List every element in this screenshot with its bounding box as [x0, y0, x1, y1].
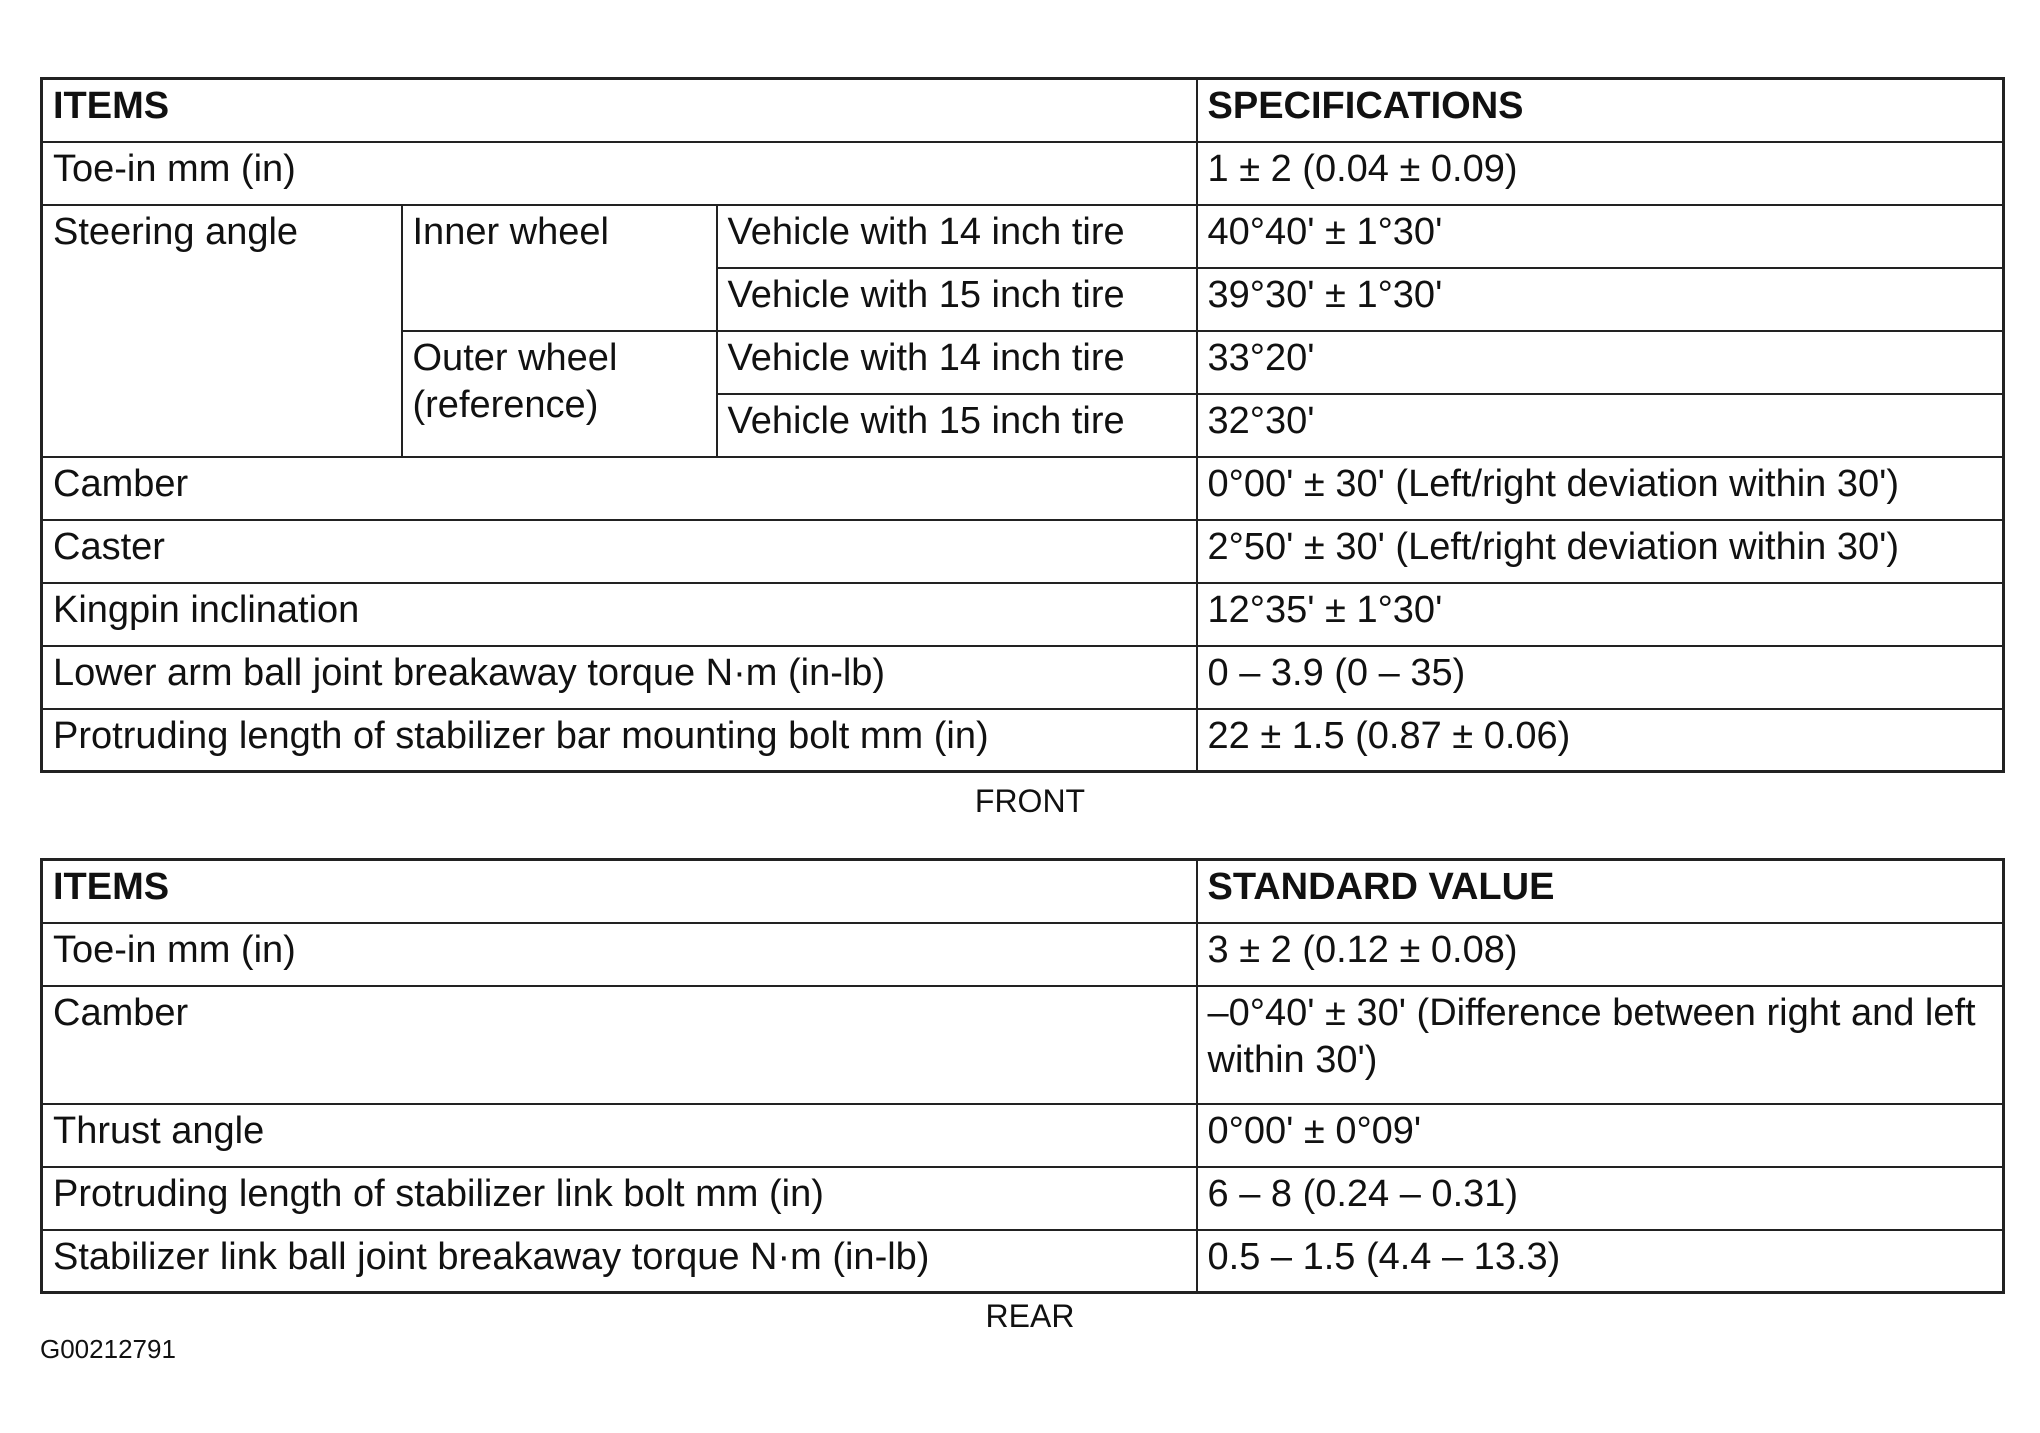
steering-angle-label: Steering angle [42, 205, 402, 457]
table-row [42, 457, 2004, 520]
table-row [42, 1230, 2004, 1293]
stabilizer-bolt-value: 22 ± 1.5 (0.87 ± 0.06) [1197, 709, 2004, 772]
table-row [42, 1104, 2004, 1167]
toe-in-label: Toe-in mm (in) [42, 142, 1197, 205]
figure-id: G00212791 [40, 1334, 176, 1364]
thrust-angle-label: Thrust angle [42, 1104, 1197, 1167]
toe-in-value: 1 ± 2 (0.04 ± 0.09) [1197, 142, 2004, 205]
table-row [42, 520, 2004, 583]
inner-15-tire-value: 39°30' ± 1°30' [1197, 268, 2004, 331]
thrust-angle-value: 0°00' ± 0°09' [1197, 1104, 2004, 1167]
outer-15-tire-value: 32°30' [1197, 394, 2004, 457]
camber-value: –0°40' ± 30' (Difference between right and left within 30') [1197, 986, 2004, 1104]
caster-value: 2°50' ± 30' (Left/right deviation within 30') [1197, 520, 2004, 583]
inner-14-tire-label: Vehicle with 14 inch tire [717, 205, 1197, 268]
toe-in-label: Toe-in mm (in) [42, 923, 1197, 986]
stabilizer-bolt-label: Protruding length of stabilizer bar mounting bolt mm (in) [42, 709, 1197, 772]
kingpin-value: 12°35' ± 1°30' [1197, 583, 2004, 646]
front-caption: FRONT [974, 783, 1086, 819]
standard-value-header: STANDARD VALUE [1197, 860, 2004, 923]
camber-value: 0°00' ± 30' (Left/right deviation within 30') [1197, 457, 2004, 520]
outer-15-tire-label: Vehicle with 15 inch tire [717, 394, 1197, 457]
outer-wheel-label: Outer wheel (reference) [402, 331, 717, 457]
stabilizer-link-bolt-value: 6 – 8 (0.24 – 0.31) [1197, 1167, 2004, 1230]
inner-14-tire-value: 40°40' ± 1°30' [1197, 205, 2004, 268]
rear-caption: REAR [985, 1298, 1075, 1334]
items-header: ITEMS [42, 860, 1197, 923]
table-row [42, 709, 2004, 772]
table-header-row [42, 860, 2004, 923]
table-row [42, 205, 2004, 268]
lower-arm-torque-label: Lower arm ball joint breakaway torque N·m (in-lb) [42, 646, 1197, 709]
items-header: ITEMS [42, 79, 1197, 142]
stabilizer-link-bolt-label: Protruding length of stabilizer link bolt mm (in) [42, 1167, 1197, 1230]
specifications-header: SPECIFICATIONS [1197, 79, 2004, 142]
inner-wheel-label: Inner wheel [402, 205, 717, 331]
table-row [42, 646, 2004, 709]
stabilizer-link-torque-value: 0.5 – 1.5 (4.4 – 13.3) [1197, 1230, 2004, 1293]
caster-label: Caster [42, 520, 1197, 583]
table-row [42, 583, 2004, 646]
outer-14-tire-label: Vehicle with 14 inch tire [717, 331, 1197, 394]
camber-label: Camber [42, 457, 1197, 520]
front-spec-table [40, 77, 2005, 773]
table-row [42, 986, 2004, 1104]
kingpin-label: Kingpin inclination [42, 583, 1197, 646]
toe-in-value: 3 ± 2 (0.12 ± 0.08) [1197, 923, 2004, 986]
table-row [42, 1167, 2004, 1230]
rear-spec-table [40, 858, 2005, 1294]
table-header-row [42, 79, 2004, 142]
stabilizer-link-torque-label: Stabilizer link ball joint breakaway torque N·m (in-lb) [42, 1230, 1197, 1293]
inner-15-tire-label: Vehicle with 15 inch tire [717, 268, 1197, 331]
lower-arm-torque-value: 0 – 3.9 (0 – 35) [1197, 646, 2004, 709]
table-row [42, 142, 2004, 205]
camber-label: Camber [42, 986, 1197, 1104]
table-row [42, 923, 2004, 986]
outer-14-tire-value: 33°20' [1197, 331, 2004, 394]
